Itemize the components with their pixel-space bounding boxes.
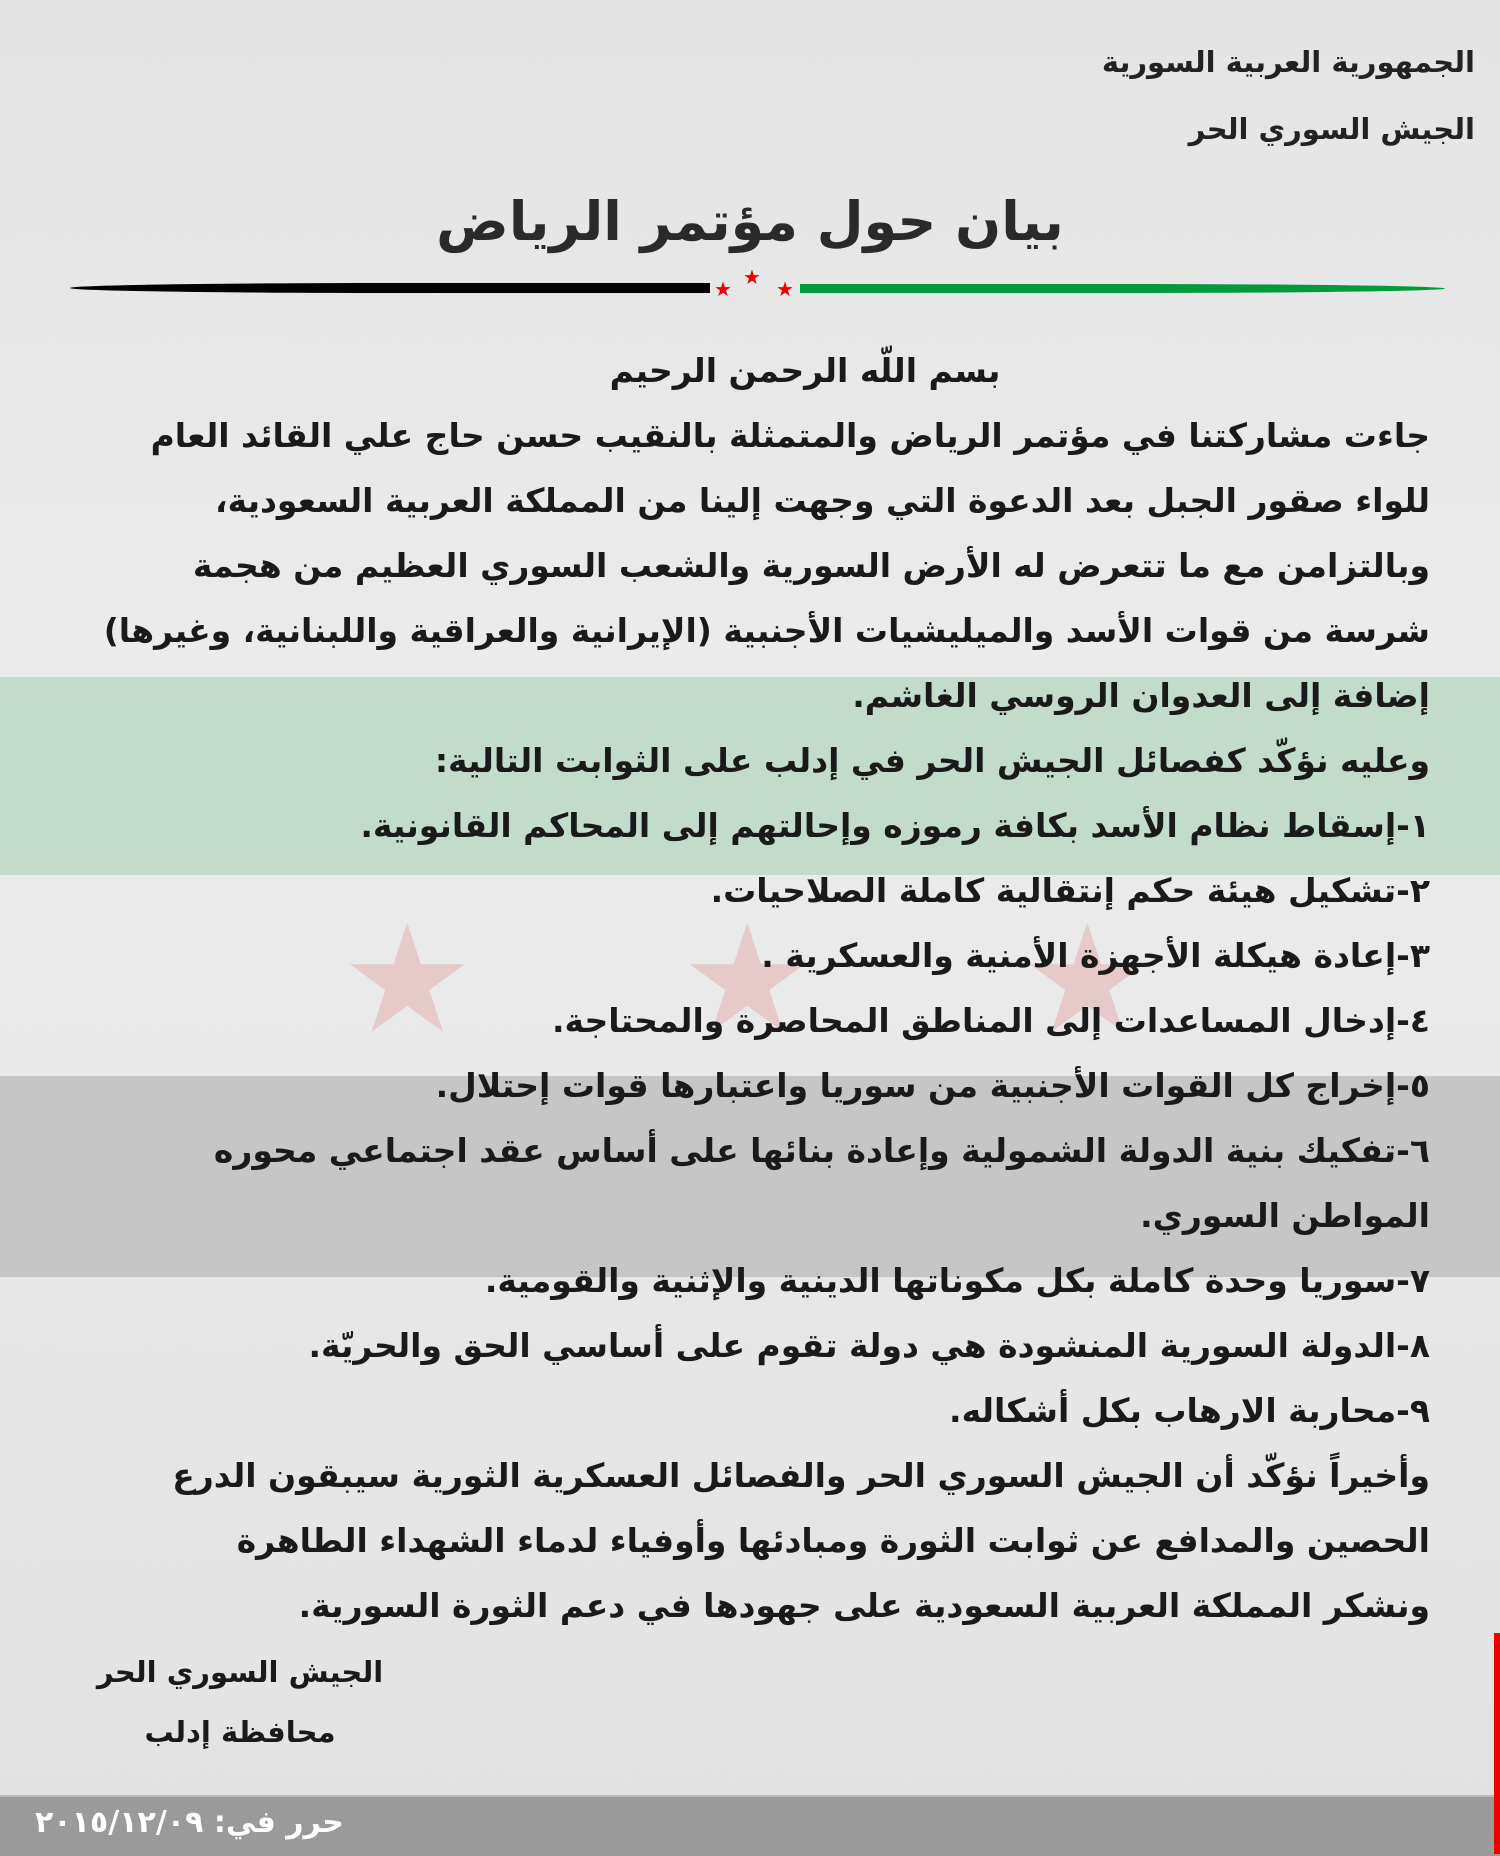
divider-black xyxy=(70,283,710,293)
statement-line: ٦-تفكيك بنية الدولة الشمولية وإعادة بنائها على أساس عقد اجتماعي محوره xyxy=(213,1131,1430,1170)
statement-line: وبالتزامن مع ما تتعرض له الأرض السورية والشعب السوري العظيم من هجمة xyxy=(192,546,1430,585)
header-army: الجيش السوري الحر xyxy=(1188,112,1475,146)
header-country: الجمهورية العربية السورية xyxy=(1101,45,1475,79)
signature-army: الجيش السوري الحر xyxy=(96,1655,384,1689)
statement-line: وأخيراً نؤكّد أن الجيش السوري الحر والفصائل العسكرية الثورية سيبقون الدرع xyxy=(172,1456,1430,1495)
statement-line: ٩-محاربة الارهاب بكل أشكاله. xyxy=(949,1391,1430,1430)
flag-divider xyxy=(70,265,1445,301)
statement-line: الحصين والمدافع عن ثوابت الثورة ومبادئها وأوفياء لدماء الشهداء الطاهرة xyxy=(236,1521,1430,1560)
star-icon: ★ xyxy=(743,265,761,289)
statement-line: للواء صقور الجبل بعد الدعوة التي وجهت إلينا من المملكة العربية السعودية، xyxy=(215,481,1430,520)
statement-line: إضافة إلى العدوان الروسي الغاشم. xyxy=(852,676,1430,715)
star-icon: ★ xyxy=(714,277,732,301)
statement-line: شرسة من قوات الأسد والميليشيات الأجنبية (الإيرانية والعراقية واللبنانية، وغيرها) xyxy=(103,611,1430,650)
signature-governorate: محافظة إدلب xyxy=(144,1715,336,1749)
faded-star-icon: ★ xyxy=(1020,893,1155,1067)
red-accent-bar xyxy=(1494,1633,1500,1854)
statement-line: ٥-إخراج كل القوات الأجنبية من سوريا واعتبارها قوات إحتلال. xyxy=(435,1066,1430,1105)
statement-line: المواطن السوري. xyxy=(1140,1196,1430,1235)
star-icon: ★ xyxy=(776,277,794,301)
divider-green xyxy=(800,284,1445,293)
statement-line: ٧-سوريا وحدة كاملة بكل مكوناتها الدينية والإثنية والقومية. xyxy=(484,1261,1430,1300)
statement-line: ٨-الدولة السورية المنشودة هي دولة تقوم على أساسي الحق والحريّة. xyxy=(308,1326,1430,1365)
statement-line: ١-إسقاط نظام الأسد بكافة رموزه وإحالتهم إلى المحاكم القانونية. xyxy=(360,806,1430,845)
statement-line: ٤-إدخال المساعدات إلى المناطق المحاصرة والمحتاجة. xyxy=(551,1001,1430,1040)
page-title: بيان حول مؤتمر الرياض xyxy=(436,190,1064,253)
statement-line: ونشكر المملكة العربية السعودية على جهودها في دعم الثورة السورية. xyxy=(298,1586,1430,1625)
statement-line: ٢-تشكيل هيئة حكم إنتقالية كاملة الصلاحيات. xyxy=(710,871,1430,910)
basmala: بسم اللّه الرحمن الرحيم xyxy=(609,351,1001,390)
faded-star-icon: ★ xyxy=(680,893,815,1067)
statement-body xyxy=(50,338,1430,1638)
issue-date: حرر في: ٢٠١٥/١٢/٠٩ xyxy=(35,1805,344,1840)
footer-bar xyxy=(0,1795,1500,1856)
faded-star-icon: ★ xyxy=(340,893,475,1067)
statement-line: ٣-إعادة هيكلة الأجهزة الأمنية والعسكرية . xyxy=(761,936,1430,975)
statement-line: جاءت مشاركتنا في مؤتمر الرياض والمتمثلة بالنقيب حسن حاج علي القائد العام xyxy=(150,416,1430,455)
statement-line: وعليه نؤكّد كفصائل الجيش الحر في إدلب على الثوابت التالية: xyxy=(434,741,1430,780)
